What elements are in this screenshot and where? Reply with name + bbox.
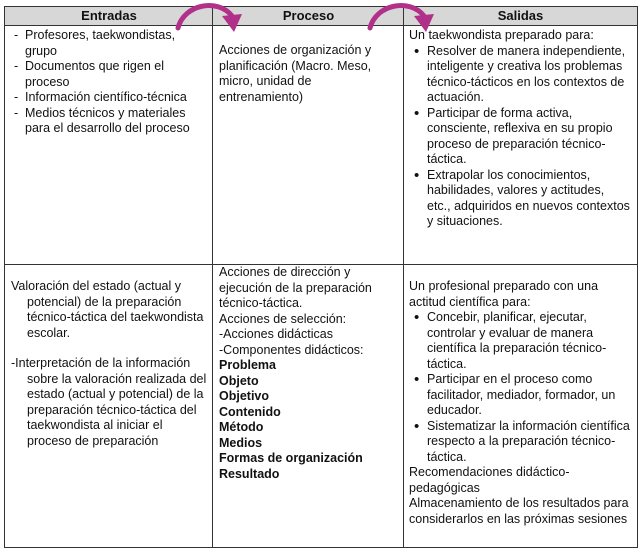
row1-proceso-cell [219, 43, 397, 105]
componente: Contenido [219, 404, 281, 419]
salidas-item: • Extrapolar los conocimientos, habilidades, valores y actitudes, etc., adquiridos en nuevos contextos y situaciones. [409, 168, 631, 230]
row2-entradas-cell [11, 279, 207, 449]
salidas-item: • Resolver de manera independiente, inteligente y creativa los problemas técnico-tácticos en los contextos de actuación. [409, 44, 631, 106]
row1-salidas-cell [409, 28, 631, 230]
salidas-item: • Participar de forma activa, consciente, reflexiva en su propio proceso de preparación técnico-táctica. [409, 106, 631, 168]
componente: Resultado [219, 466, 280, 481]
salidas-item: • Sistematizar la información científica respecto a la preparación técnico-táctica. [409, 419, 633, 466]
row1-entradas-cell [11, 28, 207, 137]
proceso-intro: Acciones de dirección y ejecución de la preparación técnico-táctica. [219, 265, 372, 310]
componente: Medios [219, 435, 263, 450]
componente: Problema [219, 358, 276, 372]
entradas-item: - Documentos que rigen el proceso [11, 59, 207, 90]
flow-arrow-icon [170, 0, 250, 34]
entradas-interpretacion: -Interpretación de la información sobre la valoración realizada del estado (actual y potencial) de la preparación técnico-táctica del taekwondista al iniciar el proceso de preparación [11, 356, 207, 448]
column-divider [212, 7, 213, 547]
row2-salidas-cell [409, 279, 633, 527]
flow-arrow-icon [362, 0, 442, 34]
salidas-intro: Un profesional preparado con una actitud científica para: [409, 279, 599, 309]
proceso-seleccion: Acciones de selección: [219, 311, 347, 326]
proceso-line: -Componentes didácticos: [219, 342, 364, 357]
salidas-intro: Un taekwondista preparado para: [409, 28, 594, 42]
entradas-item: - Medios técnicos y materiales para el desarrollo del proceso [11, 106, 207, 137]
row2-proceso-cell [219, 265, 399, 482]
header-entradas: Entradas [5, 7, 213, 26]
componente: Método [219, 420, 264, 434]
salidas-almacenamiento: Almacenamiento de los resultados para considerarlos en las próximas sesiones [409, 496, 629, 526]
componente: Objeto [219, 373, 259, 388]
header-salidas: Salidas [404, 7, 637, 26]
entradas-item: - Profesores, taekwondistas, grupo [11, 28, 207, 59]
process-table [4, 6, 638, 548]
salidas-recomendaciones: Recomendaciones didáctico-pedagógicas [409, 465, 570, 495]
column-divider [403, 7, 404, 547]
salidas-item: • Concebir, planificar, ejecutar, controlar y evaluar de manera científica la preparación técnico-táctica. [409, 310, 633, 372]
proceso-text: Acciones de organización y planificación (Macro. Meso, micro, unidad de entrenamiento) [219, 43, 372, 104]
entradas-valoracion: Valoración del estado (actual y potencial) de la preparación técnico-táctica del taekwondista escolar. [11, 279, 204, 340]
entradas-item: - Información científico-técnica [11, 90, 207, 106]
header-proceso: Proceso [213, 7, 404, 26]
salidas-item: • Participar en el proceso como facilitador, mediador, formador, un educador. [409, 372, 633, 419]
proceso-line: -Acciones didácticas [219, 327, 333, 341]
componente: Formas de organización [219, 451, 363, 465]
componente: Objetivo [219, 389, 270, 403]
